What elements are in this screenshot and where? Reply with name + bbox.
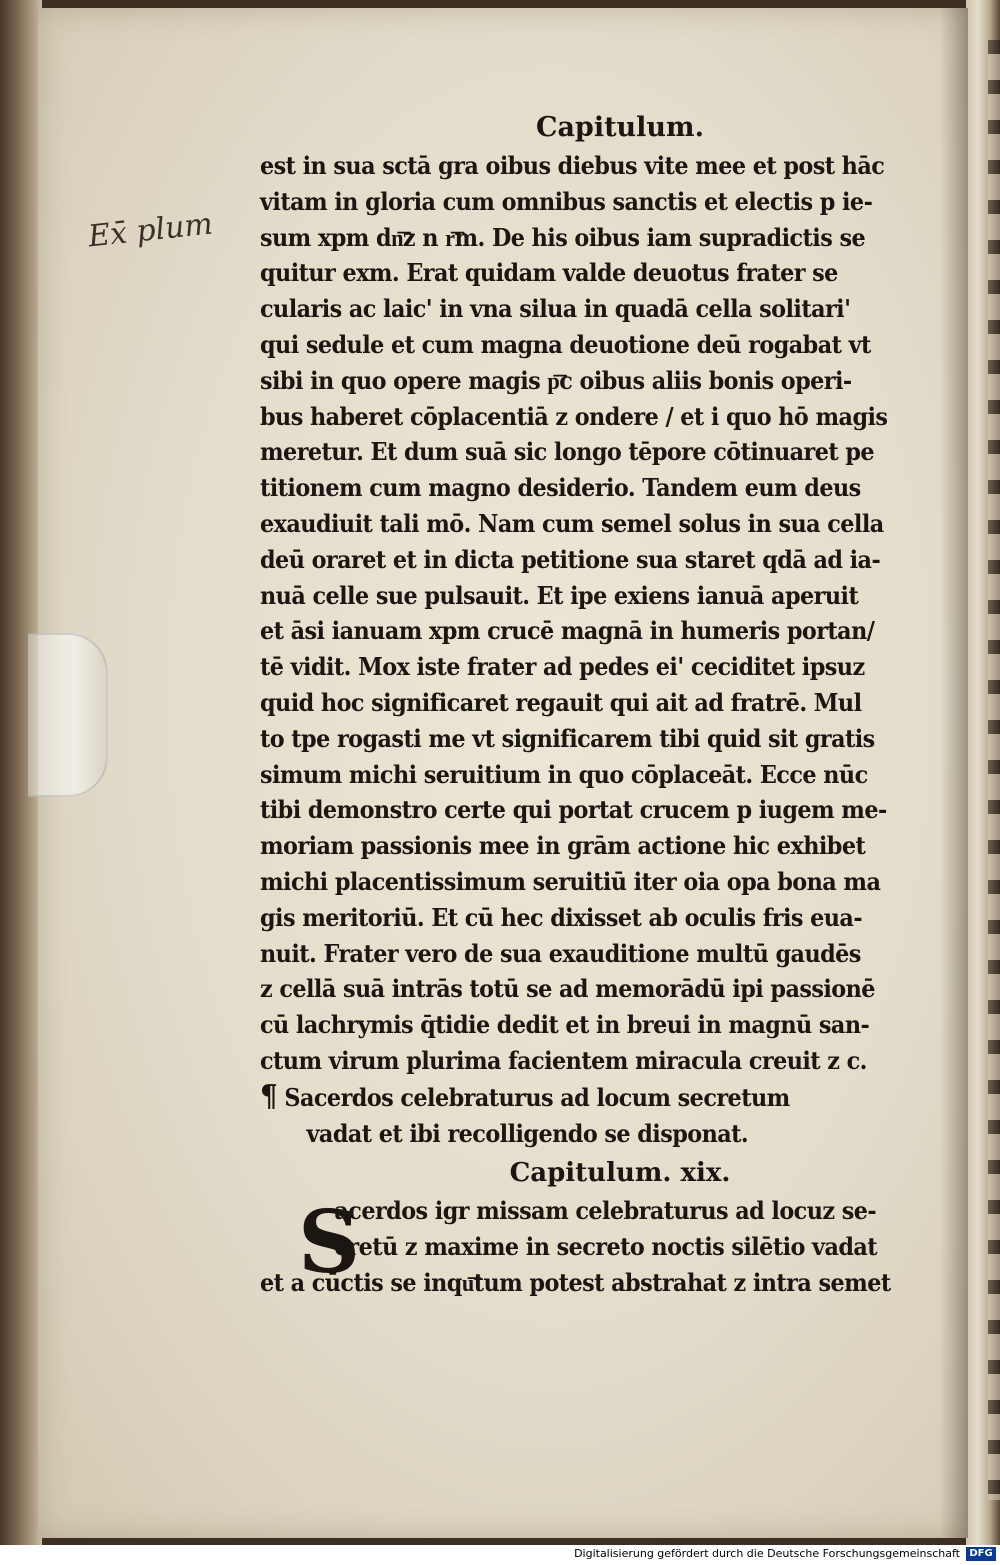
decorated-initial: S xyxy=(298,1192,361,1294)
body-line: deū oraret et in dicta petitione sua staret qdā ad ia- xyxy=(260,544,881,574)
body-line: nuā celle sue pulsauit. Et ipe exiens ianuā aperuit xyxy=(260,580,859,610)
body-line: to tpe rogasti me vt significarem tibi quid sit gratis xyxy=(260,723,875,753)
chapter-xix-heading: Capitulum. xix. xyxy=(509,1158,731,1189)
rubric-line: vadat et ibi recolligendo se disponat. xyxy=(306,1118,749,1148)
body-line: ctum virum plurima facientem miracula creuit z c. xyxy=(260,1045,867,1075)
body-line: tē vidit. Mox iste frater ad pedes ei' ceciditet ipsuz xyxy=(260,652,865,682)
rubric xyxy=(260,1079,980,1152)
footer-bar xyxy=(0,1545,1000,1565)
body-line: cū lachrymis q̄tidie dedit et in breui in magnū san- xyxy=(260,1010,870,1040)
funding-credit: Digitalisierung gefördert durch die Deutsche Forschungsgemeinschaft xyxy=(574,1547,960,1560)
printed-text-block xyxy=(260,108,980,1301)
body-line: vitam in gloria cum omnibus sanctis et electis p ie- xyxy=(260,186,873,216)
rubric-line-text: Sacerdos celebraturus ad locum secretum xyxy=(284,1082,790,1112)
body-line: nuit. Frater vero de sua exauditione multū gaudēs xyxy=(260,938,861,968)
body-line: quid hoc significaret regauit qui ait ad fratrē. Mul xyxy=(260,687,862,717)
body-line: tibi demonstro certe qui portat crucem p iugem me- xyxy=(260,795,887,825)
rubric-line xyxy=(260,1079,930,1116)
body-line: sibi in quo opere magis p͞c oibus aliis bonis operi- xyxy=(260,365,852,395)
book-page xyxy=(38,8,968,1538)
body-line: michi placentissimum seruitiū iter oia opa bona ma xyxy=(260,866,881,896)
body-line: simum michi seruitium in quo cōplaceāt. Ecce nūc xyxy=(260,759,868,789)
facing-page-edge xyxy=(988,40,1000,1500)
chapter-line: et a cūctis se inqu͞tum potest abstrahat z intra semet xyxy=(260,1267,891,1297)
dfg-logo-badge: DFG xyxy=(966,1547,996,1561)
body-line: quitur exm. Erat quidam valde deuotus frater se xyxy=(260,258,838,288)
body-line: bus haberet cōplacentiā z ondere / et i quo hō magis xyxy=(260,401,888,431)
body-line: cularis ac laic' in vna silua in quadā cella solitari' xyxy=(260,294,851,324)
body-line: est in sua sctā gra oibus diebus vite mee et post hāc xyxy=(260,151,885,180)
body-line: z cellā suā intrās totū se ad memorādū ipi passionē xyxy=(260,974,875,1004)
pilcrow-mark: ¶ xyxy=(260,1078,278,1114)
body-line: gis meritoriū. Et cū hec dixisset ab oculis fris eua- xyxy=(260,902,863,932)
body-line: sum xpm dn͞z n r͞m. De his oibus iam supradictis se xyxy=(260,222,866,252)
body-line: qui sedule et cum magna deuotione deū rogabat vt xyxy=(260,329,871,359)
chapter-heading: Capitulum. xyxy=(535,112,705,143)
body-line: et āsi ianuam xpm crucē magnā in humeris portan/ xyxy=(260,616,875,646)
handwritten-marginalia: Ex̄ plum xyxy=(86,206,215,255)
body-text xyxy=(260,148,980,1079)
body-line: exaudiuit tali mō. Nam cum semel solus in sua cella xyxy=(260,508,884,538)
body-line: meretur. Et dum suā sic longo tēpore cōtinuaret pe xyxy=(260,437,875,467)
body-line: titionem cum magno desiderio. Tandem eum deus xyxy=(260,473,861,503)
chapter-line: acerdos igr missam celebraturus ad locuz se- xyxy=(334,1196,877,1226)
chapter-line: cretū z maxime in secreto noctis silētio vadat xyxy=(334,1232,878,1262)
body-line: moriam passionis mee in grām actione hic exhibet xyxy=(260,831,866,861)
page-clip xyxy=(28,633,108,797)
chapter-xix-text xyxy=(260,1193,980,1300)
